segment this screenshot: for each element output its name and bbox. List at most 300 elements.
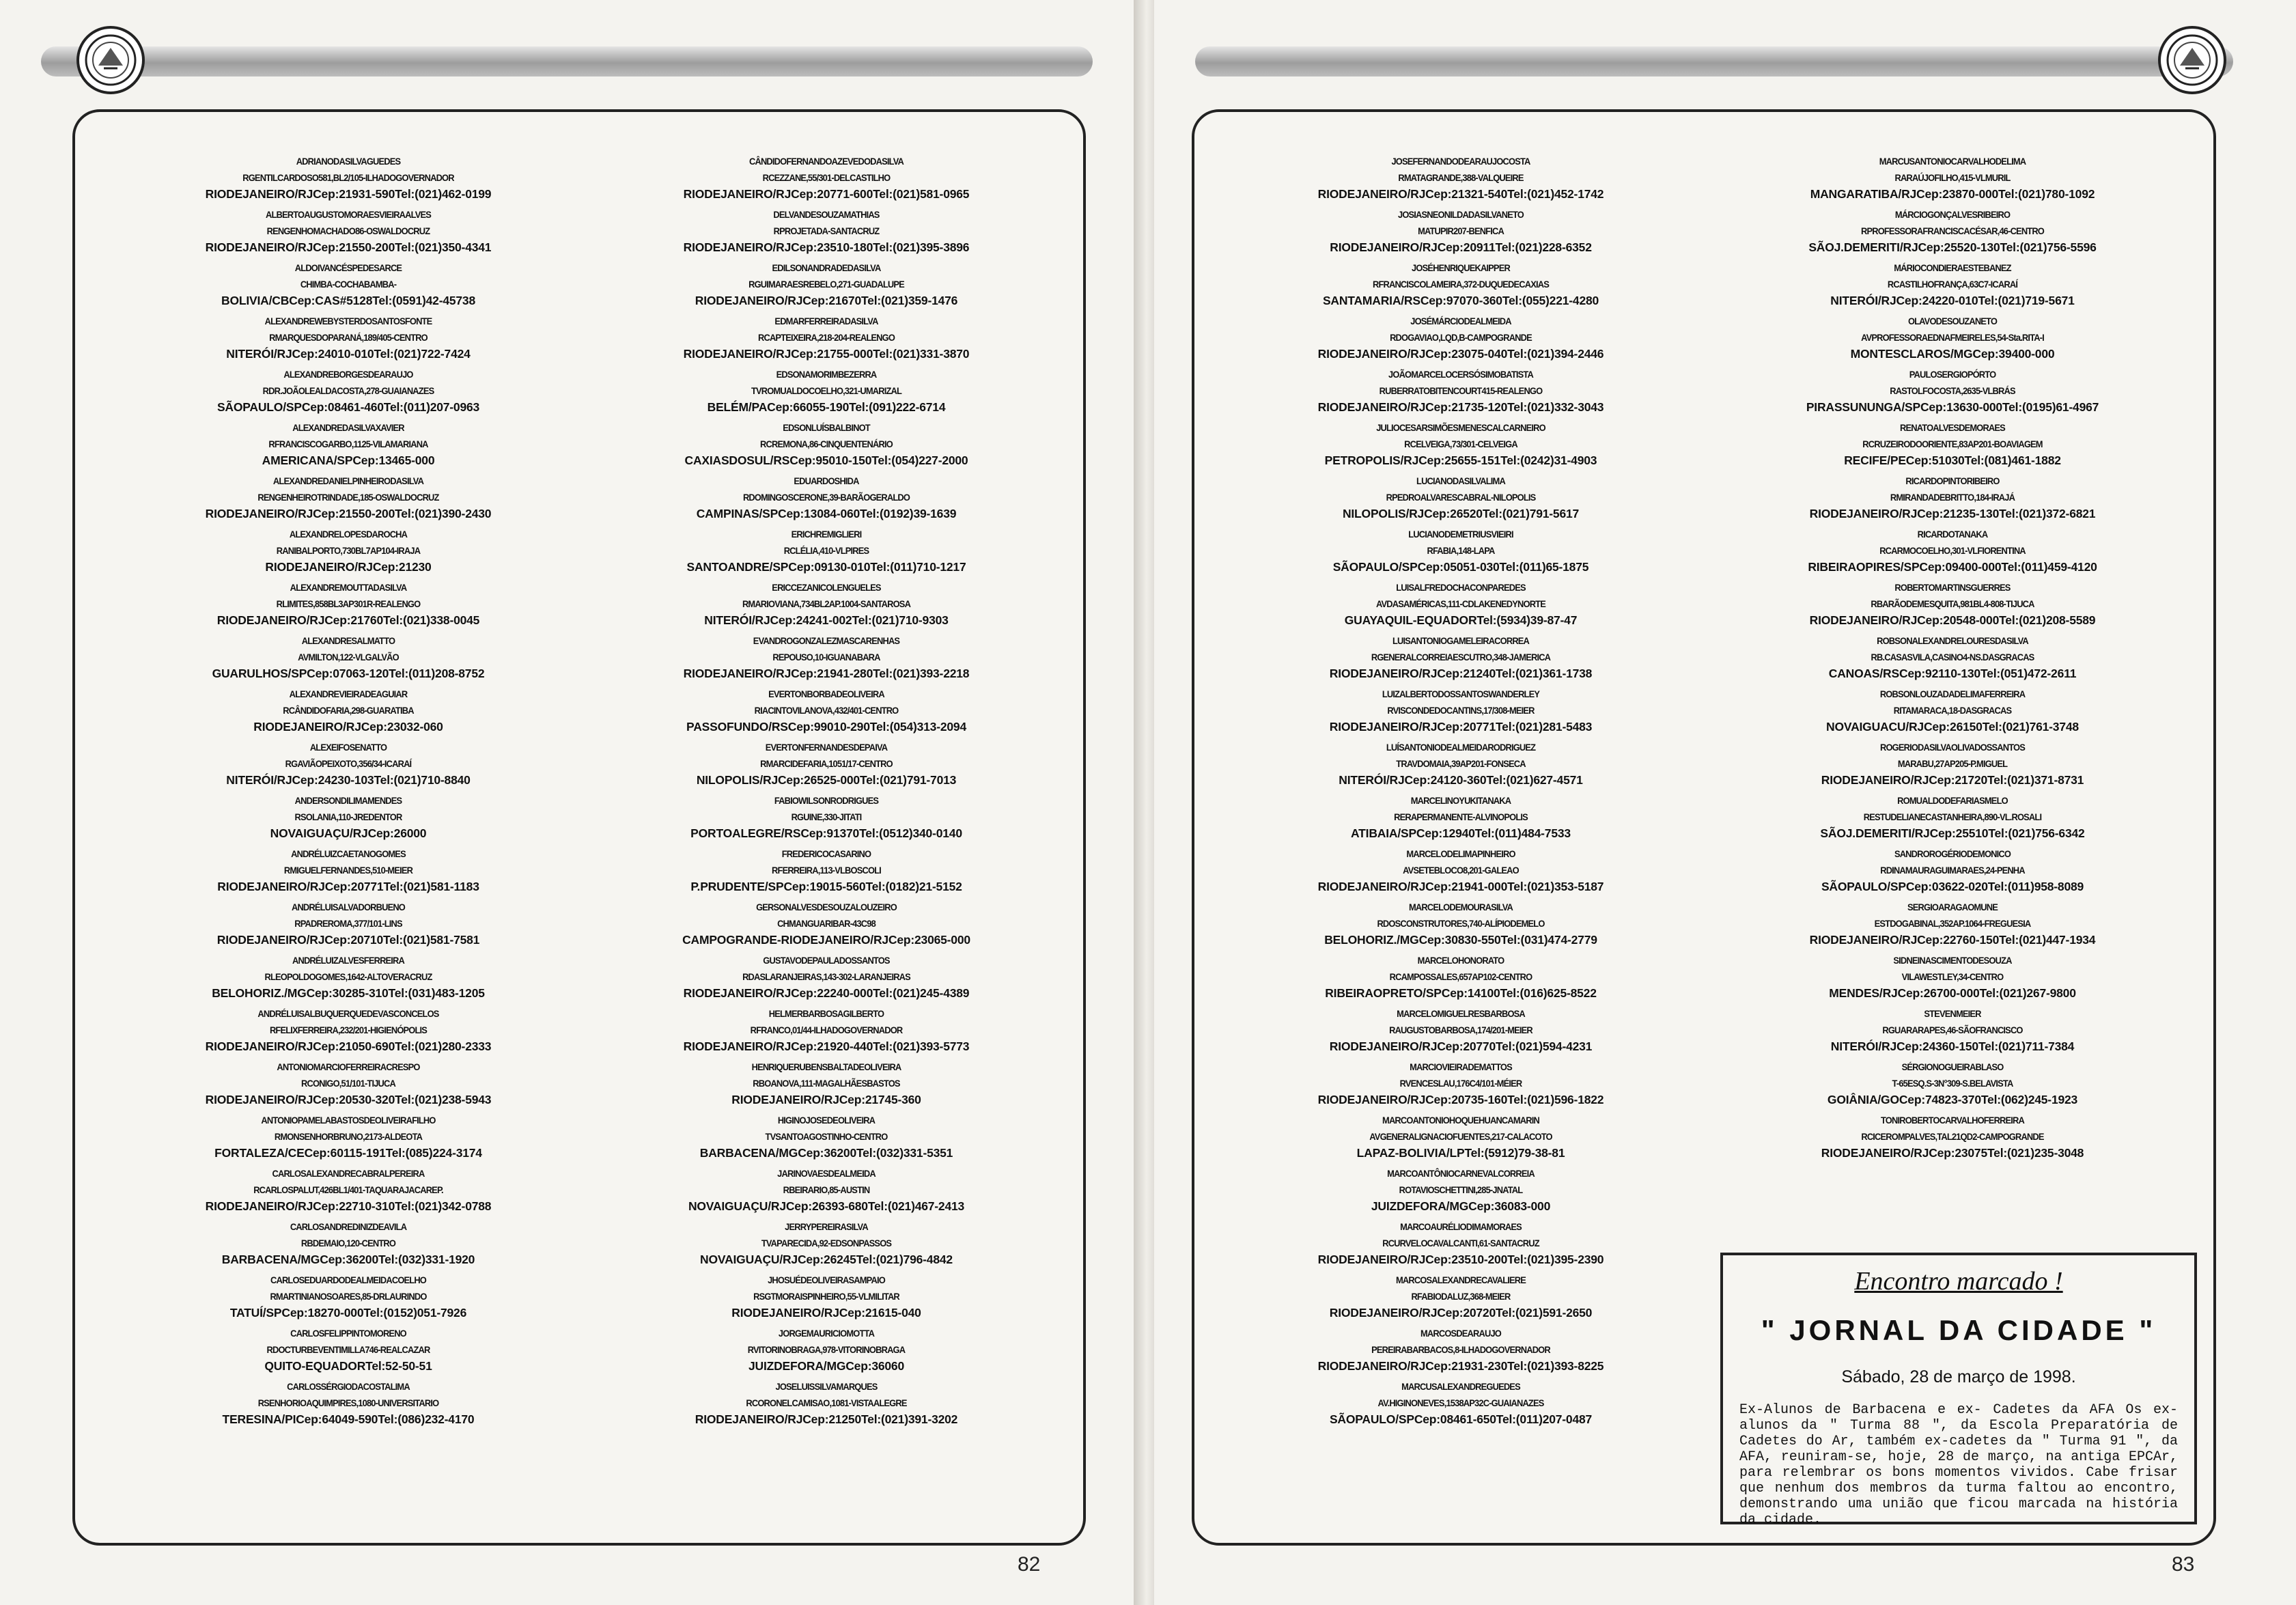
directory-entry [594,579,1059,632]
entry-city-phone: RIODEJANEIRO/RJCep:21235-130Tel:(021)372-6821 [1809,507,2096,520]
directory-entry [594,260,1059,313]
entry-city-phone: RIODEJANEIRO/RJCep:22760-150Tel:(021)447-1934 [1809,933,2096,947]
entry-city-phone: PORTOALEGRE/RSCep:91370Tel:(0512)340-0140 [690,826,962,840]
entry-address: RESTUDELIANECASTANHEIRA,890-VL.ROSALI [1863,811,2042,822]
entry-address: CHIMBA-COCHABAMBA- [300,279,397,290]
directory-column-1 [116,153,580,1432]
entry-name: CÂNDIDOFERNANDOAZEVEDODASILVA [749,156,904,167]
directory-entry [1713,366,2192,419]
entry-address: RDOMINGOSCERONE,39-BARÃOGERALDO [742,492,910,503]
directory-frame [1192,109,2216,1546]
right-page [1154,0,2296,1605]
directory-column-1 [1222,153,1700,1432]
logo-emblem-icon [2158,26,2226,94]
entry-address: RCAPTEIXEIRA,218-204-REALENGO [757,332,895,343]
entry-city-phone: RIODEJANEIRO/RJCep:21550-200Tel:(021)350-4341 [205,240,492,254]
entry-city-phone: SÃOPAULO/SPCep:08461-460Tel:(011)207-0963 [216,400,480,414]
entry-name: JOSEFERNANDODEARAUJOCOSTA [1391,156,1530,167]
directory-entry [1222,739,1700,792]
entry-city-phone: RIODEJANEIRO/RJCep:21230 [265,560,432,574]
entry-city-phone: NOVAIGUACU/RJCep:26150Tel:(021)761-3748 [1826,720,2079,734]
entry-name: ROGERIODASILVAOLIVADOSSANTOS [1879,742,2026,753]
directory-entry [116,206,580,260]
entry-name: JOSELUISSILVAMARQUES [775,1381,878,1392]
entry-city-phone: BARBACENA/MGCep:36200Tel:(032)331-5351 [699,1146,953,1160]
directory-entry [1222,526,1700,579]
directory-entry [1222,632,1700,686]
entry-city-phone: GUAYAQUIL-EQUADORTel:(5934)39-87-47 [1344,613,1578,627]
entry-city-phone: NITERÓI/RJCep:24220-010Tel:(021)719-5671 [1830,294,2075,307]
directory-entry [1713,899,2192,952]
entry-city-phone: CAMPOGRANDE-RIODEJANEIRO/RJCep:23065-000 [682,933,970,947]
entry-name: EDMARFERREIRADASILVA [774,316,878,326]
entry-name: ANDRÉLUISALBUQUERQUEDEVASCONCELOS [257,1008,439,1019]
directory-entry [1222,260,1700,313]
entry-city-phone: AMERICANA/SPCep:13465-000 [262,453,435,467]
entry-address: TVROMUALDOCOELHO,321-UMARIZAL [751,385,901,396]
entry-address: RFRANCO,01/44-ILHADOGOVERNADOR [750,1024,903,1035]
entry-address: RMONSENHORBRUNO,2173-ALDEOTA [274,1131,423,1142]
entry-city-phone: BARBACENA/MGCep:36200Tel:(032)331-1920 [221,1253,475,1266]
entry-name: ROBSONLOUZADADELIMAFERREIRA [1879,688,2026,699]
entry-address: RENGENHOMACHADO86-OSWALDOCRUZ [266,225,430,236]
left-page [0,0,1142,1605]
entry-address: RFRANCISCOLAMEIRA,372-DUQUEDECAXIAS [1372,279,1549,290]
directory-entry [1713,1112,2192,1165]
directory-entry [1222,686,1700,739]
entry-name: STEVENMEIER [1924,1008,1981,1019]
directory-entry [1713,260,2192,313]
directory-entry [594,1005,1059,1059]
entry-name: MARCUSANTONIOCARVALHODELIMA [1879,156,2026,167]
entry-name: EVERTONBORBADEOLIVEIRA [768,688,884,699]
entry-address: RFRANCISCOGARBO,1125-VILAMARIANA [268,438,428,449]
entry-address: RERAPERMANENTE-ALVINOPOLIS [1394,811,1528,822]
entry-city-phone: RIBEIRAOPRETO/SPCep:14100Tel:(016)625-8522 [1325,986,1597,1000]
entry-address: MARABU,27AP205-P.MIGUEL [1897,758,2008,769]
entry-name: ALEXANDREWEBYSTERDOSANTOSFONTE [264,316,432,326]
box-title: Encontro marcado ! [1854,1267,2063,1296]
entry-address: RVITORINOBRAGA,978-VITORINOBRAGA [747,1344,906,1355]
entry-address: RVISCONDEDOCANTINS,17/308-MEIER [1387,705,1535,716]
entry-address: RANIBALPORTO,730BL7AP104-IRAJA [276,545,421,556]
entry-city-phone: RIODEJANEIRO/RJCep:20720Tel:(021)591-2650 [1329,1306,1593,1320]
directory-entry [116,739,580,792]
entry-name: ALEXANDREVIEIRADEAGUIAR [289,688,408,699]
entry-address: RMATAGRANDE,388-VALQUEIRE [1398,172,1524,183]
entry-city-phone: NITERÓI/RJCep:24120-360Tel:(021)627-4571 [1339,773,1583,787]
directory-entry [1222,1112,1700,1165]
entry-name: ERICCEZANICOLENGUELES [772,582,881,593]
entry-city-phone: BOLIVIA/CBCep:CAS#5128Tel:(0591)42-45738 [221,294,475,307]
directory-entry [116,473,580,526]
directory-entry [1713,846,2192,899]
entry-address: RGUIMARAESREBELO,271-GUADALUPE [748,279,904,290]
directory-entry [116,1272,580,1325]
entry-city-phone: NITERÓI/RJCep:24360-150Tel:(021)711-7384 [1830,1039,2075,1053]
entry-name: ALEXANDREMOUTTADASILVA [290,582,407,593]
entry-city-phone: QUITO-EQUADORTel:52-50-51 [264,1359,432,1373]
entry-city-phone: NITERÓI/RJCep:24230-103Tel:(021)710-8840 [226,773,471,787]
entry-name: LUIZALBERTODOSSANTOSWANDERLEY [1382,688,1540,699]
entry-address: RCÂNDIDOFARIA,298-GUARATIBA [283,705,414,716]
entry-name: HIGINOJOSEDEOLIVEIRA [777,1115,876,1126]
directory-entry [1713,526,2192,579]
directory-entry [594,899,1059,952]
entry-address: RGUINE,330-JITATI [791,811,862,822]
entry-city-phone: CANOAS/RSCep:92110-130Tel:(051)472-2611 [1828,667,2077,680]
entry-name: MARCELINOYUKITANAKA [1410,795,1511,806]
entry-address: RSENHORIOAQUIMPIRES,1080-UNIVERSITARIO [257,1397,439,1408]
entry-name: MÁRCIOGONÇALVESRIBEIRO [1894,209,2011,220]
entry-name: EDILSONANDRADEDASILVA [772,262,881,273]
entry-address: RDR.JOÃOLEALDACOSTA,278-GUAIANAZES [262,385,434,396]
entry-address: RCEZZANE,55/301-DELCASTILHO [762,172,891,183]
entry-address: CHMANGUARIBAR-43C98 [777,918,876,929]
entry-address: RMIRANDADEBRITTO,184-IRAJÁ [1890,492,2015,503]
entry-name: MARCOANTONIOHOQUEHUANCAMARIN [1382,1115,1539,1126]
entry-city-phone: RIODEJANEIRO/RJCep:23510-200Tel:(021)395-2390 [1317,1253,1604,1266]
entry-address: RCRUZEIRODOORIENTE,83AP201-BOAVIAGEM [1862,438,2043,449]
directory-entry [1713,686,2192,739]
entry-city-phone: RIODEJANEIRO/RJCep:21735-120Tel:(021)332-3043 [1317,400,1604,414]
directory-entry [116,792,580,846]
entry-address: RPEDROALVARESCABRAL-NILOPOLIS [1386,492,1536,503]
entry-name: RICARDOTANAKA [1917,529,1988,540]
entry-address: AVDASAMÉRICAS,111-CDLAKENEDYNORTE [1376,598,1545,609]
entry-address: PEREIRABARBACOS,8-ILHADOGOVERNADOR [1371,1344,1550,1355]
entry-address: RCAMPOSSALES,657AP102-CENTRO [1389,971,1532,982]
entry-city-phone: TATUÍ/SPCep:18270-000Tel:(0152)051-7926 [229,1306,467,1320]
entry-city-phone: RIODEJANEIRO/RJCep:21321-540Tel:(021)452-1742 [1317,187,1604,201]
directory-entry [1713,1059,2192,1112]
directory-entry [1713,579,2192,632]
entry-city-phone: LAPAZ-BOLIVIA/LPTel:(5912)79-38-81 [1356,1146,1565,1160]
directory-entry [594,739,1059,792]
entry-address: REPOUSO,10-IGUANABARA [772,652,880,662]
entry-name: ANDERSONDILIMAMENDES [294,795,402,806]
entry-name: SANDROROGÉRIODEMONICO [1894,848,2011,859]
entry-address: RUBERRATOBITENCOURT415-REALENGO [1379,385,1543,396]
directory-entry [116,1325,580,1378]
entry-city-phone: RIODEJANEIRO/RJCep:21250Tel:(021)391-3202 [695,1412,958,1426]
directory-entry [594,206,1059,260]
entry-city-phone: CAXIASDOSUL/RSCep:95010-150Tel:(054)227-2000 [684,453,968,467]
entry-address: RFABIA,148-LAPA [1427,545,1495,556]
entry-name: MARCUSALEXANDREGUEDES [1401,1381,1520,1392]
header-bar [1195,46,2233,76]
entry-address: VILAWESTLEY,34-CENTRO [1901,971,2004,982]
entry-address: RAUGUSTOBARBOSA,174/201-MEIER [1389,1024,1532,1035]
entry-name: JOÃOMARCELOCERSÓSIMOBATISTA [1388,369,1533,380]
entry-city-phone: JUIZDEFORA/MGCep:36083-000 [1371,1199,1551,1213]
entry-address: RSOLANIA,110-JREDENTOR [294,811,402,822]
directory-entry [1222,1165,1700,1218]
entry-name: MARCOANTÔNIOCARNEVALCORREIA [1387,1168,1535,1179]
entry-city-phone: NOVAIGUAÇU/RJCep:26393-680Tel:(021)467-2413 [688,1199,965,1213]
directory-entry [116,846,580,899]
directory-entry [594,792,1059,846]
directory-entry [1713,153,2192,206]
entry-address: RLEOPOLDOGOMES,1642-ALTOVERACRUZ [264,971,432,982]
entry-city-phone: RIODEJANEIRO/RJCep:21550-200Tel:(021)390-2430 [205,507,492,520]
directory-entry [1713,792,2192,846]
entry-address: RFERREIRA,113-VLBOSCOLI [772,865,881,876]
entry-name: ALEXANDREDANIELPINHEIRODASILVA [272,475,424,486]
directory-entry [1222,313,1700,366]
directory-entry [1713,952,2192,1005]
entry-name: ERICHREMIGLIERI [791,529,862,540]
directory-entry [594,632,1059,686]
entry-name: TONIROBERTOCARVALHOFERREIRA [1881,1115,2024,1126]
directory-entry [594,1218,1059,1272]
directory-entry [594,419,1059,473]
entry-address: ESTDOGABINAL,352AP.1064-FREGUESIA [1874,918,2031,929]
directory-entry [116,419,580,473]
entry-name: JOSÉHENRIQUEKAIPPER [1412,262,1510,273]
directory-entry [594,846,1059,899]
entry-city-phone: RIODEJANEIRO/RJCep:20530-320Tel:(021)238-5943 [205,1093,492,1106]
directory-entry [116,1112,580,1165]
directory-entry [116,632,580,686]
entry-address: RDOCTURBEVENTIMILLA746-REALCAZAR [266,1344,430,1355]
entry-name: JOSÉMÁRCIODEALMEIDA [1410,316,1511,326]
entry-city-phone: RIODEJANEIRO/RJCep:23075Tel:(021)235-3048 [1821,1146,2084,1160]
entry-name: ROBSONALEXANDRELOURESDASILVA [1877,635,2028,646]
entry-city-phone: BELOHORIZ./MGCep:30830-550Tel:(031)474-2779 [1324,933,1597,947]
entry-name: JORGEMAURICIOMOTTA [778,1328,875,1339]
entry-name: DELVANDESOUZAMATHIAS [773,209,880,220]
entry-address: RSGTMORAISPINHEIRO,55-VLMILITAR [753,1291,899,1302]
entry-city-phone: RIODEJANEIRO/RJCep:21931-590Tel:(021)462-0199 [205,187,492,201]
entry-name: ANTONIOPAMELABASTOSDEOLIVEIRAFILHO [261,1115,436,1126]
entry-address: RCURVELOCAVALCANTI,61-SANTACRUZ [1382,1238,1539,1248]
entry-city-phone: RECIFE/PECep:51030Tel:(081)461-1882 [1844,453,2061,467]
directory-entry [116,1378,580,1432]
entry-address: AVGENERALIGNACIOFUENTES,217-CALACOTO [1369,1131,1552,1142]
entry-city-phone: NILOPOLIS/RJCep:26525-000Tel:(021)791-7013 [696,773,957,787]
entry-address: RVENCESLAU,176C4/101-MÉIER [1399,1078,1522,1089]
entry-address: RCARLOSPALUT,426BL1/401-TAQUARAJACAREP. [253,1184,443,1195]
entry-name: ALEXANDREBORGESDEARAUJO [283,369,413,380]
entry-city-phone: SÃOJ.DEMERITI/RJCep:25510Tel:(021)756-6342 [1820,826,2085,840]
directory-entry [1222,1272,1700,1325]
directory-entry [594,1059,1059,1112]
entry-address: RGAVIÃOPEIXOTO,356/34-ICARAÍ [285,758,412,769]
directory-entry [116,952,580,1005]
entry-name: GERSONALVESDESOUZALOUZEIRO [756,902,897,912]
entry-city-phone: GOIÂNIA/GOCep:74823-370Tel:(062)245-1923 [1827,1093,2078,1106]
entry-city-phone: BELÉM/PACep:66055-190Tel:(091)222-6714 [707,400,946,414]
entry-city-phone: RIODEJANEIRO/RJCep:20770Tel:(021)594-4231 [1329,1039,1593,1053]
entry-city-phone: RIODEJANEIRO/RJCep:20710Tel:(021)581-7581 [216,933,480,947]
entry-address: RPROJETADA-SANTACRUZ [773,225,880,236]
entry-city-phone: SÃOPAULO/SPCep:08461-650Tel:(011)207-0487 [1329,1412,1593,1426]
entry-address: AVPROFESSORAEDNAFMEIRELES,54-Sta.RITA-I [1861,332,2044,343]
entry-address: RLIMITES,858BL3AP301R-REALENGO [276,598,421,609]
entry-city-phone: RIODEJANEIRO/RJCep:21920-440Tel:(021)393-5773 [683,1039,970,1053]
entry-address: RCORONELCAMISAO,1081-VISTAALEGRE [746,1397,907,1408]
directory-entry [594,153,1059,206]
entry-city-phone: RIODEJANEIRO/RJCep:21941-000Tel:(021)353-5187 [1317,880,1604,893]
entry-address: RMARCIDEFARIA,1051/17-CENTRO [760,758,893,769]
directory-entry [1222,846,1700,899]
entry-address: RGUARARAPES,46-SÃOFRANCISCO [1882,1024,2023,1035]
entry-city-phone: RIODEJANEIRO/RJCep:21670Tel:(021)359-1476 [695,294,958,307]
entry-city-phone: NILOPOLIS/RJCep:26520Tel:(021)791-5617 [1342,507,1580,520]
entry-name: EVANDROGONZALEZMASCARENHAS [753,635,900,646]
directory-entry [1222,1378,1700,1432]
entry-name: HENRIQUERUBENSBALTADEOLIVEIRA [751,1061,901,1072]
entry-address: RPROFESSORAFRANCISCACÉSAR,46-CENTRO [1860,225,2045,236]
entry-address: RCLÉLIA,410-VLPIRES [783,545,869,556]
entry-address: RITAMARACA,18-DASGRACAS [1893,705,2012,716]
newspaper-name: " JORNAL DA CIDADE " [1761,1314,2157,1346]
entry-name: JERRYPEREIRASILVA [785,1221,868,1232]
entry-name: LUCIANODASILVALIMA [1416,475,1505,486]
entry-address: AVSETEBLOCO8,201-GALEAO [1403,865,1519,876]
entry-city-phone: RIODEJANEIRO/RJCep:21720Tel:(021)371-8731 [1821,773,2084,787]
entry-address: RENGENHEIROTRINDADE,185-OSWALDOCRUZ [257,492,439,503]
entry-city-phone: TERESINA/PICep:64049-590Tel:(086)232-4170 [222,1412,475,1426]
entry-city-phone: JUIZDEFORA/MGCep:36060 [748,1359,904,1373]
directory-entry [1222,899,1700,952]
entry-name: SIDNEINASCIMENTODESOUZA [1893,955,2012,966]
entry-city-phone: RIBEIRAOPIRES/SPCep:09400-000Tel:(011)459-4120 [1808,560,2097,574]
entry-address: RDOGAVIAO,LQD,B-CAMPOGRANDE [1390,332,1532,343]
entry-address: MATUPIR207-BENFICA [1418,225,1504,236]
entry-city-phone: PIRASSUNUNGA/SPCep:13630-000Tel:(0195)61-4967 [1806,400,2099,414]
entry-city-phone: RIODEJANEIRO/RJCep:23075-040Tel:(021)394-2446 [1317,347,1604,361]
entry-address: RDASLARANJEIRAS,143-302-LARANJEIRAS [742,971,910,982]
entry-name: EDUARDOSHIDA [794,475,859,486]
directory-entry [116,1165,580,1218]
entry-city-phone: RIODEJANEIRO/RJCep:21760Tel:(021)338-0045 [216,613,480,627]
entry-name: ANDRÉLUIZCAETANOGOMES [291,848,406,859]
newspaper-clipping-box [1720,1253,2197,1528]
directory-entry [594,1112,1059,1165]
directory-entry [1222,579,1700,632]
entry-address: RCARMOCOELHO,301-VLFIORENTINA [1879,545,2026,556]
entry-city-phone: MENDES/RJCep:26700-000Tel:(021)267-9800 [1829,986,2076,1000]
directory-entry [1713,419,2192,473]
entry-city-phone: SANTAMARIA/RSCep:97070-360Tel:(055)221-4280 [1322,294,1599,307]
entry-name: MARCELODELIMAPINHEIRO [1406,848,1515,859]
entry-city-phone: CAMPINAS/SPCep:13084-060Tel:(0192)39-1639 [696,507,957,520]
entry-city-phone: PETROPOLIS/RJCep:25655-151Tel:(0242)31-4903 [1324,453,1597,467]
entry-city-phone: RIODEJANEIRO/RJCep:21755-000Tel:(021)331-3870 [683,347,970,361]
entry-name: LUISALFREDOCHACONPAREDES [1396,582,1526,593]
entry-name: MARCOAURÉLIODIMAMORAES [1400,1221,1522,1232]
entry-name: CARLOSFELIPPINTOMORENO [290,1328,406,1339]
entry-name: MARCOSDEARAUJO [1420,1328,1501,1339]
entry-city-phone: PASSOFUNDO/RSCep:99010-290Tel:(054)313-2094 [686,720,966,734]
header-bar [41,46,1093,76]
entry-address: RFELIXFERREIRA,232/201-HIGIENÓPOLIS [269,1024,428,1035]
directory-entry [116,1059,580,1112]
directory-column-2 [1713,153,2192,1165]
entry-city-phone: RIODEJANEIRO/RJCep:20735-160Tel:(021)596-1822 [1317,1093,1604,1106]
entry-city-phone: SÃOPAULO/SPCep:03622-020Tel:(011)958-8089 [1821,880,2084,893]
entry-address: RGENERALCORREIAESCUTRO,348-JAMERICA [1371,652,1551,662]
entry-address: RMARTINIANOSOARES,85-DRLAURINDO [270,1291,427,1302]
entry-city-phone: P.PRUDENTE/SPCep:19015-560Tel:(0182)21-5152 [690,880,962,893]
entry-address: T-65ESQ.S-3N°309-S.BELAVISTA [1892,1078,2013,1089]
directory-entry [594,366,1059,419]
entry-name: MARCELOHONORATO [1417,955,1504,966]
logo-emblem-icon [76,26,145,94]
entry-address: AV.HIGINONEVES,1538AP32C-GUAIANAZES [1377,1397,1544,1408]
entry-address: RMIGUELFERNANDES,510-MEIER [283,865,413,876]
entry-city-phone: RIODEJANEIRO/RJCep:21050-690Tel:(021)280-2333 [205,1039,492,1053]
entry-name: ALEXANDREDASILVAXAVIER [292,422,404,433]
entry-city-phone: RIODEJANEIRO/RJCep:20771Tel:(021)581-1183 [217,880,479,893]
entry-city-phone: RIODEJANEIRO/RJCep:21931-230Tel:(021)393-8225 [1317,1359,1604,1373]
entry-name: RICARDOPINTORIBEIRO [1905,475,2000,486]
entry-city-phone: RIODEJANEIRO/RJCep:20771Tel:(021)281-5483 [1329,720,1593,734]
directory-entry [594,686,1059,739]
directory-entry [594,1272,1059,1325]
entry-address: RCICEROMPALVES,TAL21QD2-CAMPOGRANDE [1861,1131,2044,1142]
entry-name: EDSONLUÍSBALBINOT [783,422,870,433]
entry-address: RDINAMAURAGUIMARAES,24-PENHA [1880,865,2025,876]
directory-entry [594,526,1059,579]
entry-address: RDOSCONSTRUTORES,740-ALÍPIODEMELO [1377,918,1545,929]
directory-entry [1222,206,1700,260]
directory-entry [116,526,580,579]
entry-city-phone: MONTESCLAROS/MGCep:39400-000 [1850,347,2055,361]
entry-city-phone: NITERÓI/RJCep:24241-002Tel:(021)710-9303 [704,613,949,627]
entry-name: JULIOCESARSIMÕESMENESCALCARNEIRO [1376,422,1545,433]
directory-entry [594,313,1059,366]
entry-name: JARINOVAESDEALMEIDA [777,1168,876,1179]
entry-address: RCASTILHOFRANÇA,63C7-ICARAÍ [1887,279,2018,290]
directory-entry [1222,1325,1700,1378]
directory-entry [1222,366,1700,419]
entry-address: TVSANTOAGOSTINHO-CENTRO [765,1131,888,1142]
directory-entry [594,1165,1059,1218]
directory-entry [594,952,1059,1005]
directory-entry [594,1325,1059,1378]
directory-entry [116,1005,580,1059]
entry-address: RARAÚJOFILHO,415-VLMURIL [1894,172,2011,183]
entry-name: ANDRÉLUIZALVESFERREIRA [292,955,405,966]
entry-address: RFABIODALUZ,368-MEIER [1411,1291,1511,1302]
entry-city-phone: RIODEJANEIRO/RJCep:22710-310Tel:(021)342-0788 [205,1199,492,1213]
entry-name: ALEXEIFOSENATTO [309,742,387,753]
page-number: 82 [1018,1553,1041,1576]
entry-name: ALBERTOAUGUSTOMORAESVIEIRAALVES [266,209,431,220]
entry-name: HELMERBARBOSAGILBERTO [768,1008,884,1019]
entry-name: JHOSUÉDEOLIVEIRASAMPAIO [768,1274,885,1285]
directory-entry [1222,419,1700,473]
entry-name: MARCELOMIGUELRESBARBOSA [1397,1008,1525,1019]
entry-name: ROBERTOMARTINSGUERRES [1894,582,2011,593]
entry-address: RPADREROMA,377/101-LINS [294,918,402,929]
entry-address: RBDEMAIO,120-CENTRO [300,1238,396,1248]
entry-name: EVERTONFERNANDESDEPAIVA [765,742,888,753]
entry-name: ROMUALDODEFARIASMELO [1897,795,2008,806]
entry-city-phone: GUARULHOS/SPCep:07063-120Tel:(011)208-8752 [212,667,485,680]
entry-name: ANTONIOMARCIOFERREIRACRESPO [277,1061,420,1072]
entry-name: LUISANTONIOGAMELEIRACORREA [1392,635,1530,646]
entry-address: RASTOLFOCOSTA,2635-VLBRÁS [1890,385,2015,396]
entry-city-phone: RIODEJANEIRO/RJCep:21615-040 [731,1306,921,1320]
entry-address: RGENTILCARDOSO581,BL2/105-ILHADOGOVERNADOR [242,172,454,183]
directory-entry [116,366,580,419]
entry-name: CARLOSEDUARDODEALMEIDACOELHO [270,1274,426,1285]
directory-entry [116,153,580,206]
